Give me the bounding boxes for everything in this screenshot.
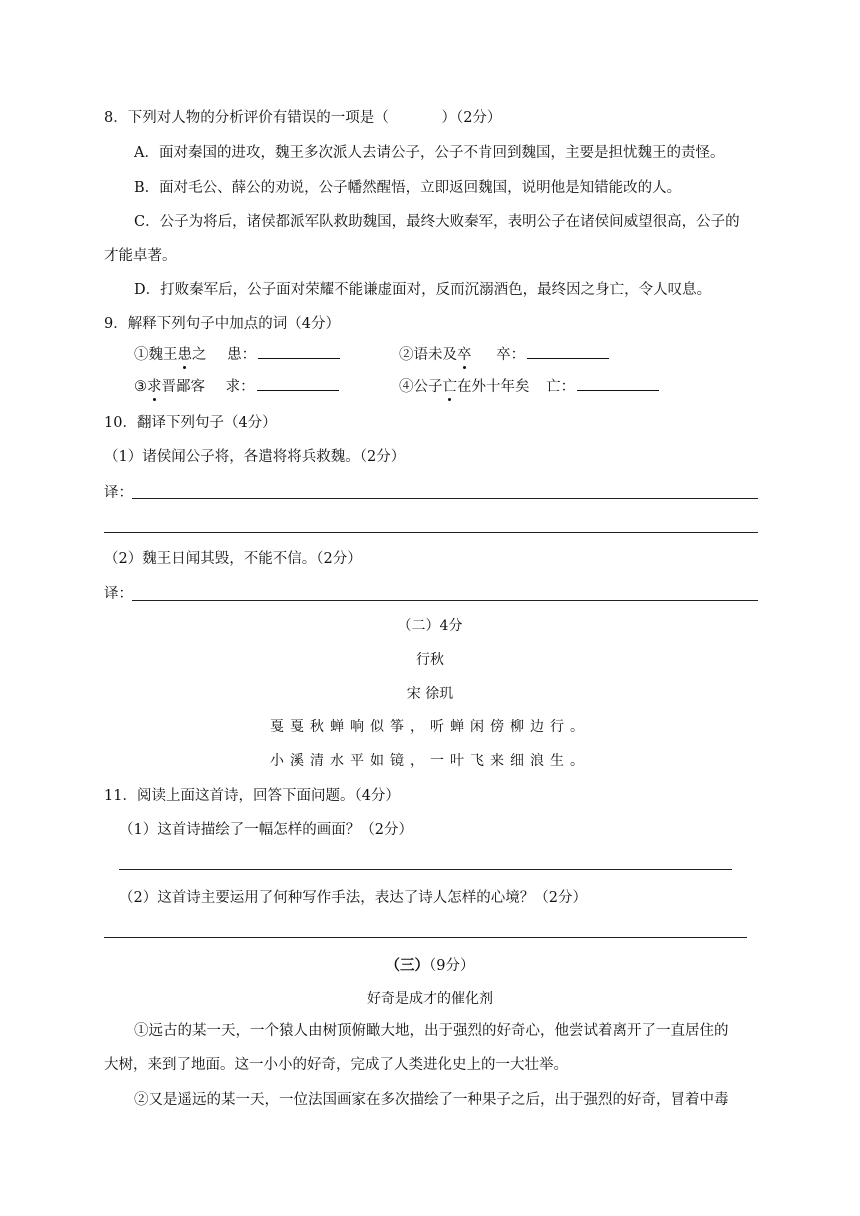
poem-section-heading: （二）4分	[397, 618, 463, 634]
q8-option-b: B．面对毛公、薛公的劝说，公子幡然醒悟，立即返回魏国，说明他是知错能改的人。	[134, 180, 682, 196]
q9-stem: 9．解释下列句子中加点的词（4分）	[104, 316, 340, 332]
article-paragraph-2: ②又是遥远的某一天，一位法国画家在多次描绘了一种果子之后，出于强烈的好奇，冒着中毒	[134, 1092, 729, 1108]
section-3-heading: （三）（9分）	[385, 957, 475, 974]
answer-line[interactable]	[119, 869, 732, 870]
emphasis-dot-char: 求	[147, 379, 162, 395]
emphasis-dot-char: 卒	[457, 347, 472, 363]
poem-line-2: 小溪清水平如镜，一叶飞来细浪生。	[270, 753, 590, 769]
poem-title: 行秋	[416, 652, 444, 668]
q9-item-4: ④公子亡在外十年矣 亡：	[399, 376, 659, 397]
emphasis-dot-char: 亡	[442, 379, 457, 395]
q10-stem: 10．翻译下列句子（4分）	[104, 415, 277, 431]
answer-blank[interactable]	[527, 344, 609, 359]
translate-label: 译：	[104, 485, 133, 501]
answer-blank[interactable]	[258, 344, 340, 359]
answer-line[interactable]	[104, 937, 747, 938]
article-paragraph-1-cont: 大树，来到了地面。这一小小的好奇，完成了人类进化史上的一大壮举。	[104, 1057, 568, 1073]
answer-blank[interactable]	[257, 376, 339, 391]
answer-line[interactable]	[132, 498, 758, 499]
q9-item-2: ②语未及卒 卒：	[399, 344, 609, 365]
q8-option-c-cont: 才能卓著。	[104, 248, 177, 264]
poem-line-1: 戛戛秋蝉响似筝，听蝉闲傍柳边行。	[270, 719, 590, 735]
q8-option-a: A．面对秦国的进攻，魏王多次派人去请公子，公子不肯回到魏国，主要是担忧魏王的责怪。	[134, 145, 725, 161]
translate-label: 译：	[104, 586, 133, 602]
q9-item-1: ①魏王患之 患：	[134, 344, 340, 365]
answer-line[interactable]	[104, 532, 758, 533]
q11-stem: 11．阅读上面这首诗，回答下面问题。（4分）	[104, 788, 400, 804]
emphasis-dot-char: 患	[177, 347, 192, 363]
q8-stem: 8．下列对人物的分析评价有错误的一项是（ ）（2分）	[104, 110, 502, 126]
poem-author: 宋 徐玑	[406, 686, 454, 702]
q8-option-c: C．公子为将后，诸侯都派军队救助魏国，最终大败秦军，表明公子在诸侯间威望很高，公子的	[134, 214, 740, 230]
answer-line[interactable]	[132, 600, 758, 601]
answer-blank[interactable]	[577, 376, 659, 391]
article-paragraph-1: ①远古的某一天，一个猿人由树顶俯瞰大地，出于强烈的好奇心，他尝试着离开了一直居住的	[134, 1023, 729, 1039]
q11-part-2: （2）这首诗主要运用了何种写作手法，表达了诗人怎样的心境？（2分）	[119, 890, 587, 906]
q8-option-d: D．打败秦军后，公子面对荣耀不能谦虚面对，反而沉溺酒色，最终因之身亡，令人叹息。	[134, 282, 712, 298]
q10-sentence-1: （1）诸侯闻公子将，各遣将将兵救魏。（2分）	[104, 449, 406, 465]
article-title: 好奇是成才的催化剂	[367, 991, 493, 1007]
q11-part-1: （1）这首诗描绘了一幅怎样的画面？（2分）	[119, 822, 413, 838]
q10-sentence-2: （2）魏王日闻其毁，不能不信。（2分）	[104, 551, 362, 567]
q9-item-3: ③求晋鄙客 求：	[134, 376, 339, 397]
